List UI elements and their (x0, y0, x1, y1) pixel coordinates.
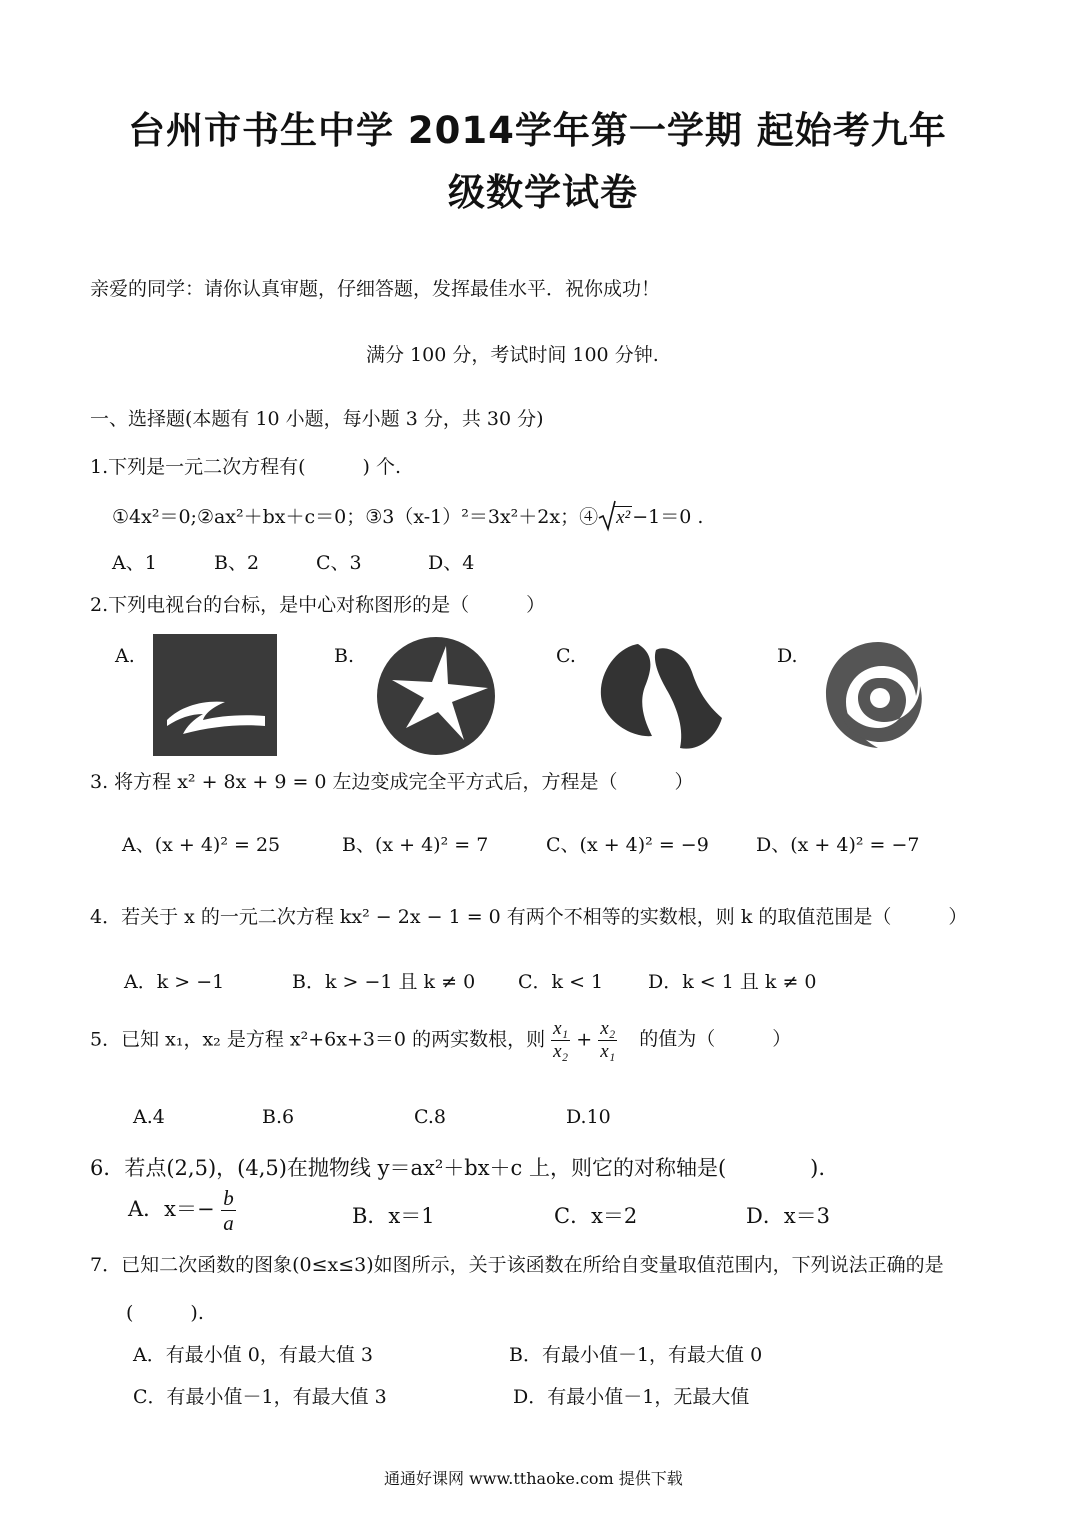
two-swoosh-icon (594, 638, 730, 756)
question-5-stem (90, 1018, 791, 1063)
question-6-option-b: B．x＝1 (352, 1204, 435, 1228)
question-2-label-d: D. (777, 645, 798, 667)
page-title-line2: 级数学试卷 (448, 171, 638, 214)
question-4-stem: 4．若关于 x 的一元二次方程 kx² − 2x − 1 = 0 有两个不相等的实数根，则 k 的取值范围是（ ） (90, 906, 968, 928)
question-5-option-c: C.8 (414, 1106, 446, 1128)
question-1-option-b: B、2 (214, 552, 260, 574)
question-7-option-c: C．有最小值－1，有最大值 3 (133, 1386, 387, 1408)
score-info: 满分 100 分，考试时间 100 分钟. (366, 344, 659, 366)
question-1-items (112, 502, 703, 529)
star-circle-icon (376, 636, 496, 756)
section-heading-choice: 一、选择题(本题有 10 小题，每小题 3 分，共 30 分) (90, 408, 544, 430)
question-3-stem: 3. 将方程 x² + 8x + 9 = 0 左边变成完全平方式后，方程是（ ） (90, 771, 694, 793)
greeting-text: 亲爱的同学：请你认真审题，仔细答题，发挥最佳水平．祝你成功！ (90, 278, 661, 300)
question-3-option-c: C、(x + 4)² = −9 (546, 834, 709, 856)
question-5-option-a: A.4 (133, 1106, 165, 1128)
question-5-option-b: B.6 (262, 1106, 295, 1128)
question-6-stem: 6．若点(2,5)，(4,5)在抛物线 y＝ax²＋bx＋c 上，则它的对称轴是( ). (90, 1156, 826, 1180)
question-3-option-b: B、(x + 4)² = 7 (342, 834, 489, 856)
question-1-stem: 1.下列是一元二次方程有( ) 个. (90, 456, 402, 478)
question-1-option-a: A、1 (112, 552, 157, 574)
question-2-stem: 2.下列电视台的台标，是中心对称图形的是（ ） (90, 594, 546, 616)
footer-source: 通通好课网 www.tthaoke.com 提供下载 (384, 1469, 683, 1488)
question-4-option-a: A．k > −1 (124, 971, 225, 993)
sqrt-expression (598, 506, 632, 529)
fraction-b-over-a: $\frac{b}{a}$ (223, 1186, 234, 1236)
fraction-plus: + (576, 1028, 593, 1051)
question-7-stem: 7．已知二次函数的图象(0≤x≤3)如图所示，关于该函数在所给自变量取值范围内，下列说法正确的是 (90, 1254, 944, 1276)
question-7-option-d: D．有最小值－1，无最大值 (513, 1386, 750, 1408)
question-4-option-c: C．k < 1 (518, 971, 604, 993)
question-4-option-d: D．k < 1 且 k ≠ 0 (648, 971, 817, 993)
question-6-option-d: D．x＝3 (746, 1204, 831, 1228)
logo-z-square-icon (153, 634, 277, 756)
fraction-x2-over-x1: $\frac{\text{x₂}}{\text{x₁}}$ (600, 1018, 616, 1062)
question-3-option-a: A、(x + 4)² = 25 (122, 834, 281, 856)
sqrt-body: x² (616, 507, 631, 528)
question-7-option-a: A．有最小值 0，有最大值 3 (133, 1344, 373, 1366)
question-1-option-d: D、4 (428, 552, 475, 574)
question-6-option-c: C．x＝2 (554, 1204, 638, 1228)
question-2-label-b: B. (334, 645, 355, 667)
question-1-item4-tail: −1＝0 . (632, 506, 704, 528)
question-5-option-d: D.10 (566, 1106, 611, 1128)
question-5-stem-b: 的值为（ ） (639, 1028, 792, 1051)
question-6-option-a (128, 1186, 236, 1235)
question-4-option-b: B．k > −1 且 k ≠ 0 (292, 971, 476, 993)
question-6-option-a-prefix: A．x＝− (128, 1197, 215, 1222)
question-5-stem-a: 5．已知 x₁，x₂ 是方程 x²+6x+3＝0 的两实数根，则 (90, 1028, 546, 1051)
page-title-line1: 台州市书生中学 2014学年第一学期 起始考九年 (128, 109, 947, 152)
question-1-items-text: ①4x²＝0;②ax²＋bx＋c＝0；③3（x-1）²＝3x²＋2x；④ (112, 506, 599, 528)
question-3-option-d: D、(x + 4)² = −7 (756, 834, 920, 856)
question-2-label-a: A. (115, 645, 135, 667)
radical-sign-icon (598, 500, 616, 532)
question-7-option-b: B．有最小值－1，有最大值 0 (509, 1344, 763, 1366)
spiral-swirl-icon (820, 638, 936, 752)
fraction-x1-over-x2: $\frac{\text{x₁}}{\text{x₂}}$ (553, 1018, 569, 1062)
question-7-paren: ( ). (126, 1302, 204, 1324)
question-1-option-c: C、3 (316, 552, 362, 574)
question-2-label-c: C. (556, 645, 576, 667)
